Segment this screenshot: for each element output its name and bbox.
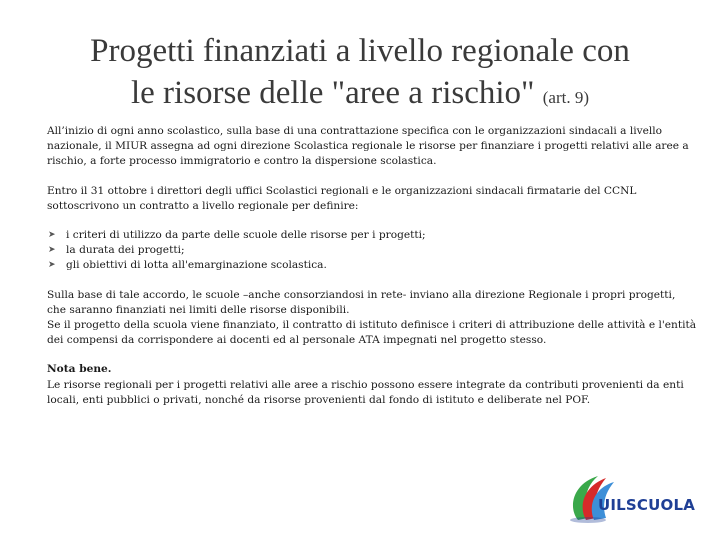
- logo-text: UILSCUOLA: [598, 496, 696, 514]
- bullet-text: gli obiettivi di lotta all'emarginazione scolastica.: [66, 259, 327, 272]
- bullet-text: i criteri di utilizzo da parte delle scuole delle risorse per i progetti;: [66, 229, 426, 242]
- bullet-text: la durata dei progetti;: [66, 244, 185, 257]
- title-suffix: (art. 9): [542, 88, 590, 107]
- arrow-bullet-icon: ➤: [48, 260, 56, 271]
- slide-title: [30, 30, 690, 119]
- title-line-1: Progetti finanziati a livello regionale con: [90, 33, 630, 69]
- arrow-bullet-icon: ➤: [48, 245, 56, 256]
- slide-body: [47, 124, 697, 408]
- bullet-item: [47, 258, 697, 273]
- title-line-2-text: le risorse delle "aree a rischio": [130, 75, 535, 111]
- note-heading: Nota bene.: [47, 363, 112, 376]
- arrow-bullet-icon: ➤: [48, 230, 56, 241]
- paragraph-institute-contract: Se il progetto della scuola viene finanziato, il contratto di istituto definisce i criteri di attribuzione delle attività e l'entità dei compensi da corrispondere ai docenti ed al personale ATA impegnati nel progetto stesso.: [47, 319, 697, 347]
- bullet-list: [47, 228, 697, 274]
- note-text: Le risorse regionali per i progetti relativi alle aree a rischio possono essere integrate da contributi provenienti da enti locali, enti pubblici o privati, nonché da risorse provenienti dal fondo di istituto e deliberate nel POF.: [47, 378, 684, 406]
- bullet-item: [47, 243, 697, 258]
- bullet-item: [47, 228, 697, 243]
- paragraph-schools: Sulla base di tale accordo, le scuole –anche consorziandosi in rete- inviano alla direzione Regionale i propri progetti, che saranno finanziati nei limiti delle risorse disponibili.: [47, 288, 676, 316]
- paragraph-intro: All’inizio di ogni anno scolastico, sulla base di una contrattazione specifica con le organizzazioni sindacali a livello nazionale, il MIUR assegna ad ogni direzione Scolastica regionale le risorse per finanziare i progetti relativi alle aree a rischio, a forte processo immigratorio e contro la dispersione scolastica.: [47, 125, 689, 168]
- title-line-2: [30, 72, 690, 119]
- paragraph-contract: Entro il 31 ottobre i direttori degli uffici Scolastici regionali e le organizzazioni sindacali firmatarie del CCNL sottoscrivono un contratto a livello regionale per definire:: [47, 184, 637, 212]
